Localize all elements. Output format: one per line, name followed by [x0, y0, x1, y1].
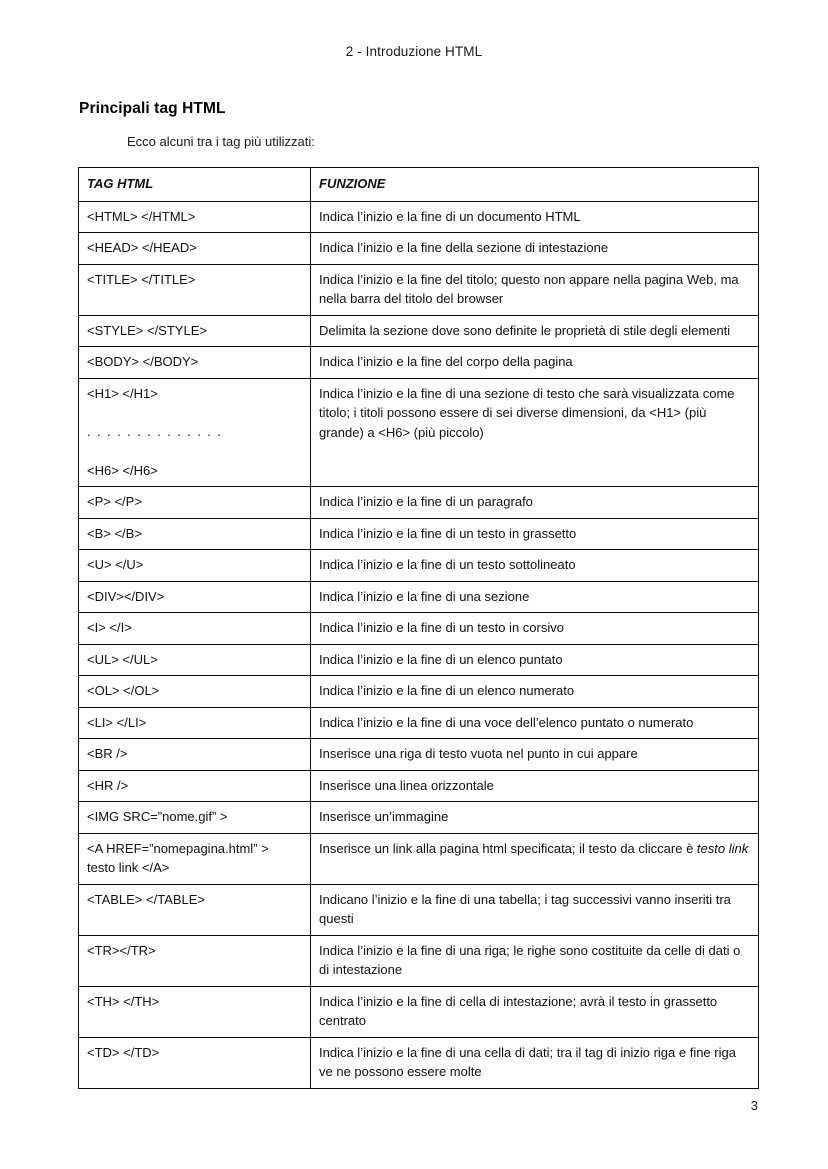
cell-tag: <STYLE> </STYLE> [79, 315, 311, 347]
cell-tag: <HR /> [79, 770, 311, 802]
cell-tag: <IMG SRC=”nome.gif” > [79, 802, 311, 834]
table-row [79, 739, 759, 771]
table-row [79, 378, 759, 487]
cell-funzione: Indica l’inizio e la fine di un testo in corsivo [311, 613, 759, 645]
cell-funzione: Indica l’inizio e la fine di un elenco numerato [311, 676, 759, 708]
cell-funzione [311, 833, 759, 884]
cell-tag: <TITLE> </TITLE> [79, 264, 311, 315]
cell-funzione: Indica l’inizio e la fine del corpo della pagina [311, 347, 759, 379]
column-header-tag: TAG HTML [79, 168, 311, 202]
cell-tag: <HTML> </HTML> [79, 201, 311, 233]
cell-tag-ellipsis: . . . . . . . . . . . . . . [87, 424, 223, 439]
cell-funzione: Indica l’inizio e la fine di un documento HTML [311, 201, 759, 233]
cell-funzione: Indica l’inizio e la fine di un elenco puntato [311, 644, 759, 676]
table-row [79, 613, 759, 645]
cell-tag-line-3: <H6> </H6> [87, 462, 158, 478]
table-row [79, 644, 759, 676]
cell-funzione: Indica l’inizio e la fine di una riga; le righe sono costituite da celle di dati o di intestazione [311, 935, 759, 986]
cell-funzione: Indica l’inizio e la fine del titolo; questo non appare nella pagina Web, ma nella barra del titolo del browser [311, 264, 759, 315]
cell-tag: <I> </I> [79, 613, 311, 645]
cell-tag: <P> </P> [79, 487, 311, 519]
cell-funzione: Indica l’inizio e la fine di cella di intestazione; avrà il testo in grassetto centrato [311, 986, 759, 1037]
cell-funzione: Indica l’inizio e la fine di una sezione [311, 581, 759, 613]
table-row [79, 201, 759, 233]
table-row [79, 347, 759, 379]
table-row [79, 707, 759, 739]
table-row [79, 487, 759, 519]
table-row [79, 676, 759, 708]
cell-tag: <UL> </UL> [79, 644, 311, 676]
table-row [79, 802, 759, 834]
cell-funzione: Indica l’inizio e la fine di una voce dell’elenco puntato o numerato [311, 707, 759, 739]
table-header-row [79, 168, 759, 202]
cell-tag-blank-line [87, 403, 302, 422]
cell-funzione-emphasis: testo link [696, 840, 749, 856]
table-row [79, 550, 759, 582]
cell-funzione: Inserisce un’immagine [311, 802, 759, 834]
cell-funzione: Inserisce una riga di testo vuota nel punto in cui appare [311, 739, 759, 771]
cell-funzione-text: Inserisce un link alla pagina html specificata; il testo da cliccare è [319, 840, 697, 856]
cell-tag-line-1: <H1> </H1> [87, 385, 158, 401]
running-header: 2 - Introduzione HTML [345, 44, 483, 59]
table-row [79, 518, 759, 550]
table-row [79, 233, 759, 265]
cell-tag [79, 833, 311, 884]
table-row [79, 264, 759, 315]
html-tags-table [78, 167, 759, 1089]
table-row [79, 833, 759, 884]
cell-tag: <TR></TR> [79, 935, 311, 986]
column-header-funzione: FUNZIONE [311, 168, 759, 202]
cell-tag-blank-line-2 [87, 442, 302, 461]
table-row [79, 986, 759, 1037]
cell-tag-line-1: <A HREF=”nomepagina.html” > [87, 840, 269, 856]
cell-funzione: Indica l’inizio e la fine di una cella di dati; tra il tag di inizio riga e fine riga ve ne possono essere molte [311, 1037, 759, 1088]
table-row [79, 1037, 759, 1088]
cell-funzione: Inserisce una linea orizzontale [311, 770, 759, 802]
table-row [79, 581, 759, 613]
page-title: Principali tag HTML [79, 100, 226, 117]
cell-tag: <TABLE> </TABLE> [79, 884, 311, 935]
cell-tag: <U> </U> [79, 550, 311, 582]
cell-funzione: Indica l’inizio e la fine di una sezione di testo che sarà visualizzata come titolo; i titoli possono essere di sei diverse dimensioni, da <H1> (più grande) a <H6> (più piccolo) [311, 378, 759, 487]
page-number: 3 [750, 1098, 758, 1113]
cell-tag-line-2: testo link </A> [87, 860, 170, 875]
cell-tag: <LI> </LI> [79, 707, 311, 739]
cell-tag: <DIV></DIV> [79, 581, 311, 613]
cell-tag: <TD> </TD> [79, 1037, 311, 1088]
cell-tag: <HEAD> </HEAD> [79, 233, 311, 265]
cell-tag: <BODY> </BODY> [79, 347, 311, 379]
cell-funzione: Indica l’inizio e la fine di un testo in grassetto [311, 518, 759, 550]
cell-funzione: Indica l’inizio e la fine di un testo sottolineato [311, 550, 759, 582]
cell-funzione: Indica l’inizio e la fine di un paragrafo [311, 487, 759, 519]
cell-tag: <TH> </TH> [79, 986, 311, 1037]
cell-funzione: Indicano l’inizio e la fine di una tabella; i tag successivi vanno inseriti tra questi [311, 884, 759, 935]
cell-tag: <OL> </OL> [79, 676, 311, 708]
cell-funzione: Indica l’inizio e la fine della sezione di intestazione [311, 233, 759, 265]
table-row [79, 770, 759, 802]
cell-tag: <B> </B> [79, 518, 311, 550]
cell-funzione: Delimita la sezione dove sono definite le proprietà di stile degli elementi [311, 315, 759, 347]
cell-tag [79, 378, 311, 487]
intro-paragraph: Ecco alcuni tra i tag più utilizzati: [127, 134, 315, 149]
table-row [79, 884, 759, 935]
cell-tag: <BR /> [79, 739, 311, 771]
table-row [79, 935, 759, 986]
table-row [79, 315, 759, 347]
